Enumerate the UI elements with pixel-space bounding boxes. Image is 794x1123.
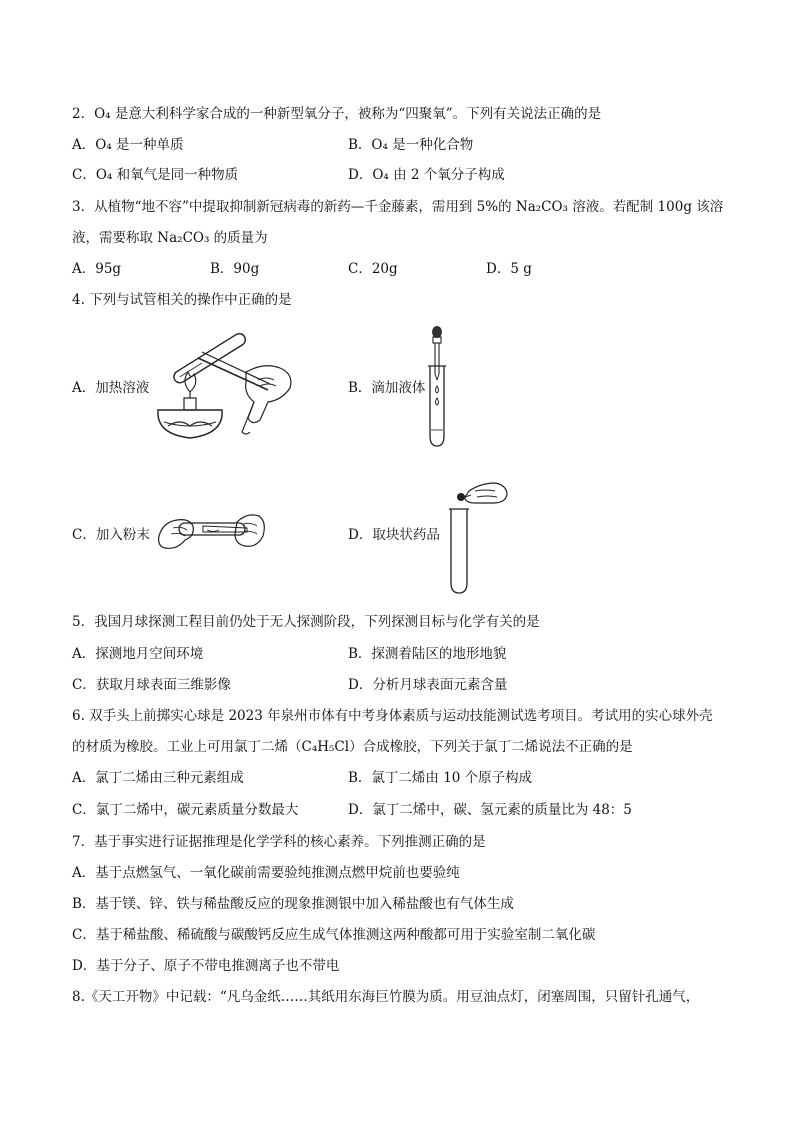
q3-option-a: A．95g [72, 261, 122, 277]
q5-option-a: A．探测地月空间环境 [72, 646, 204, 662]
q4-option-a: A．加热溶液 [72, 380, 150, 396]
q7-option-b: B．基于镁、锌、铁与稀盐酸反应的现象推测银中加入稀盐酸也有气体生成 [72, 896, 514, 912]
q4-stem: 4. 下列与试管相关的操作中正确的是 [72, 292, 292, 308]
q8-stem: 8.《天工开物》中记载：“凡乌金纸……其纸用东海巨竹膜为质。用豆油点灯，闭塞周围，只留针孔通气， [72, 989, 700, 1005]
q2-option-b: B．O₄ 是一种化合物 [348, 137, 474, 153]
q4-option-d: D．取块状药品 [348, 527, 440, 543]
q3-option-b: B．90g [210, 261, 260, 277]
q2-option-d: D．O₄ 由 2 个氧分子构成 [348, 167, 505, 183]
q6-option-d: D．氯丁二烯中，碳、氢元素的质量比为 48：5 [348, 802, 632, 818]
adding-powder-illustration [155, 506, 267, 558]
q6-option-c: C．氯丁二烯中，碳元素质量分数最大 [72, 802, 299, 818]
q2-stem: 2．O₄ 是意大利科学家合成的一种新型氧分子，被称为“四聚氧”。下列有关说法正确的是 [72, 106, 602, 122]
q5-stem: 5．我国月球探测工程目前仍处于无人探测阶段，下列探测目标与化学有关的是 [72, 614, 540, 630]
q3-stem-line1: 3．从植物“地不容”中提取抑制新冠病毒的新药—千金藤素，需用到 5%的 Na₂CO₃ 溶液。若配制 100g 该溶 [72, 199, 724, 215]
heating-solution-illustration [150, 322, 300, 444]
q7-option-a: A．基于点燃氢气、一氧化碳前需要验纯推测点燃甲烷前也要验纯 [72, 865, 460, 881]
q2-option-c: C．O₄ 和氧气是同一种物质 [72, 167, 239, 183]
q7-option-c: C．基于稀盐酸、稀硫酸与碳酸钙反应生成气体推测这两种酸都可用于实验室制二氧化碳 [72, 927, 596, 943]
q3-stem-line2: 液，需要称取 Na₂CO₃ 的质量为 [72, 230, 268, 246]
q3-option-c: C．20g [348, 261, 398, 277]
q4-option-c: C．加入粉末 [72, 527, 150, 543]
q6-stem-line2: 的材质为橡胶。工业上可用氯丁二烯（C₄H₅Cl）合成橡胶，下列关于氯丁二烯说法不正确的是 [72, 739, 633, 755]
q6-stem-line1: 6. 双手头上前掷实心球是 2023 年泉州市体有中考身体素质与运动技能测试选考项目。考试用的实心球外壳 [72, 708, 713, 724]
q7-option-d: D．基于分子、原子不带电推测离子也不带电 [72, 958, 340, 974]
q6-option-b: B．氯丁二烯由 10 个原子构成 [348, 770, 533, 786]
q5-option-c: C．获取月球表面三维影像 [72, 677, 231, 693]
q2-option-a: A．O₄ 是一种单质 [72, 137, 184, 153]
q4-option-b: B．滴加液体 [348, 380, 426, 396]
q5-option-d: D．分析月球表面元素含量 [348, 677, 508, 693]
q6-option-a: A．氯丁二烯由三种元素组成 [72, 770, 244, 786]
q5-option-b: B．探测着陆区的地形地貌 [348, 646, 507, 662]
q7-stem: 7．基于事实进行证据推理是化学学科的核心素养。下列推测正确的是 [72, 834, 486, 850]
q3-option-d: D．5 g [486, 261, 532, 277]
dropping-liquid-illustration [420, 322, 460, 448]
taking-solid-illustration [445, 477, 509, 595]
